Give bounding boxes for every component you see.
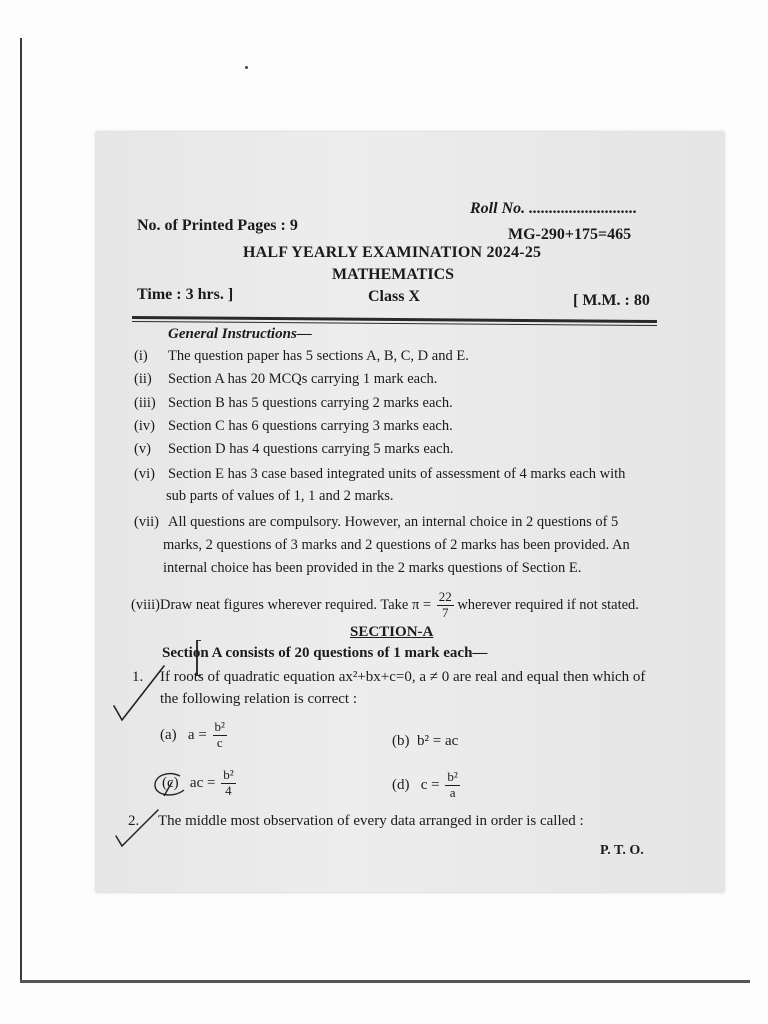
question-text: If roots of quadratic equation ax²+bx+c=0, a ≠ 0 are real and equal then which of [160, 669, 646, 685]
instruction-text: Section C has 6 questions carrying 3 marks each. [168, 418, 453, 434]
instruction-number: (viii) [131, 596, 160, 613]
question-text: The middle most observation of every data arranged in order is called : [158, 813, 584, 829]
instruction-number: (v) [134, 441, 151, 457]
answer-circle-mark [150, 770, 190, 800]
instruction-number: (vii) [134, 514, 159, 530]
section-a-heading: SECTION-A [350, 624, 434, 640]
exam-time: Time : 3 hrs. ] [137, 286, 234, 303]
instruction-number: (ii) [134, 371, 152, 387]
instruction-item [134, 395, 453, 412]
instruction-item [131, 590, 639, 621]
instruction-text: Draw neat figures wherever required. Take π = [160, 596, 432, 613]
instruction-continuation: sub parts of values of 1, 1 and 2 marks. [166, 488, 394, 504]
instruction-item [134, 348, 469, 365]
instruction-text: Section A has 20 MCQs carrying 1 mark each. [168, 371, 438, 387]
question-text: the following relation is correct : [160, 691, 358, 707]
option-a-fraction: $\frac{\text{b²}}{c}$ [214, 719, 225, 750]
instruction-number: (i) [134, 348, 148, 364]
instruction-continuation: marks, 2 questions of 3 marks and 2 questions of 2 marks has been provided. An [163, 537, 630, 553]
instruction-text: Section E has 3 case based integrated units of assessment of 4 marks each with [168, 466, 626, 482]
question-number: 2. [128, 813, 140, 829]
option-c-fraction: $\frac{\text{b²}}{4}$ [223, 767, 234, 798]
option-d: (d) c = $\frac{\text{b²}}{a}$ [392, 769, 458, 800]
instruction-item [134, 466, 625, 483]
general-instructions-title: General Instructions— [168, 326, 312, 342]
exam-title: HALF YEARLY EXAMINATION 2024-25 [243, 244, 542, 261]
question-number: 1. [132, 669, 144, 685]
instruction-item [134, 418, 453, 435]
option-a: (a) a = $\frac{\text{b²}}{c}$ [160, 719, 225, 750]
printed-pages: No. of Printed Pages : 9 [137, 217, 298, 234]
instruction-number: (vi) [134, 466, 155, 482]
scan-border-bottom [20, 980, 750, 983]
max-marks: [ M.M. : 80 [573, 292, 650, 309]
paper-code: MG-290+175=465 [508, 226, 632, 243]
instruction-item [134, 514, 618, 531]
instruction-item [134, 441, 454, 458]
pen-tick-mark [114, 806, 160, 850]
instruction-number: (iv) [134, 418, 155, 434]
instruction-continuation: internal choice has been provided in the 2 marks questions of Section E. [163, 560, 582, 576]
scan-border-left [20, 38, 22, 983]
instruction-text: The question paper has 5 sections A, B, C, D and E. [168, 348, 469, 364]
subject-title: MATHEMATICS [332, 266, 455, 283]
please-turn-over: P. T. O. [600, 843, 644, 858]
option-c: (c) ac = $\frac{\text{b²}}{4}$ [162, 767, 234, 798]
option-d-fraction: $\frac{\text{b²}}{a}$ [447, 769, 458, 800]
instruction-text-after: wherever required if not stated. [457, 596, 639, 613]
option-b: (b) b² = ac [392, 733, 459, 749]
section-a-subheading: Section A consists of 20 questions of 1 mark each— [162, 645, 488, 661]
instruction-number: (iii) [134, 395, 156, 411]
pen-tick-mark [112, 662, 168, 724]
class-label: Class X [368, 288, 421, 305]
scan-speck [245, 66, 248, 69]
instruction-text: All questions are compulsory. However, an internal choice in 2 questions of 5 [168, 514, 619, 530]
roll-number: Roll No. ........................... [470, 200, 638, 217]
pi-fraction: $\frac{22}{7}$ [438, 589, 452, 620]
instruction-text: Section B has 5 questions carrying 2 marks each. [168, 395, 453, 411]
instruction-text: Section D has 4 questions carrying 5 marks each. [168, 441, 454, 457]
instruction-item [134, 371, 437, 388]
